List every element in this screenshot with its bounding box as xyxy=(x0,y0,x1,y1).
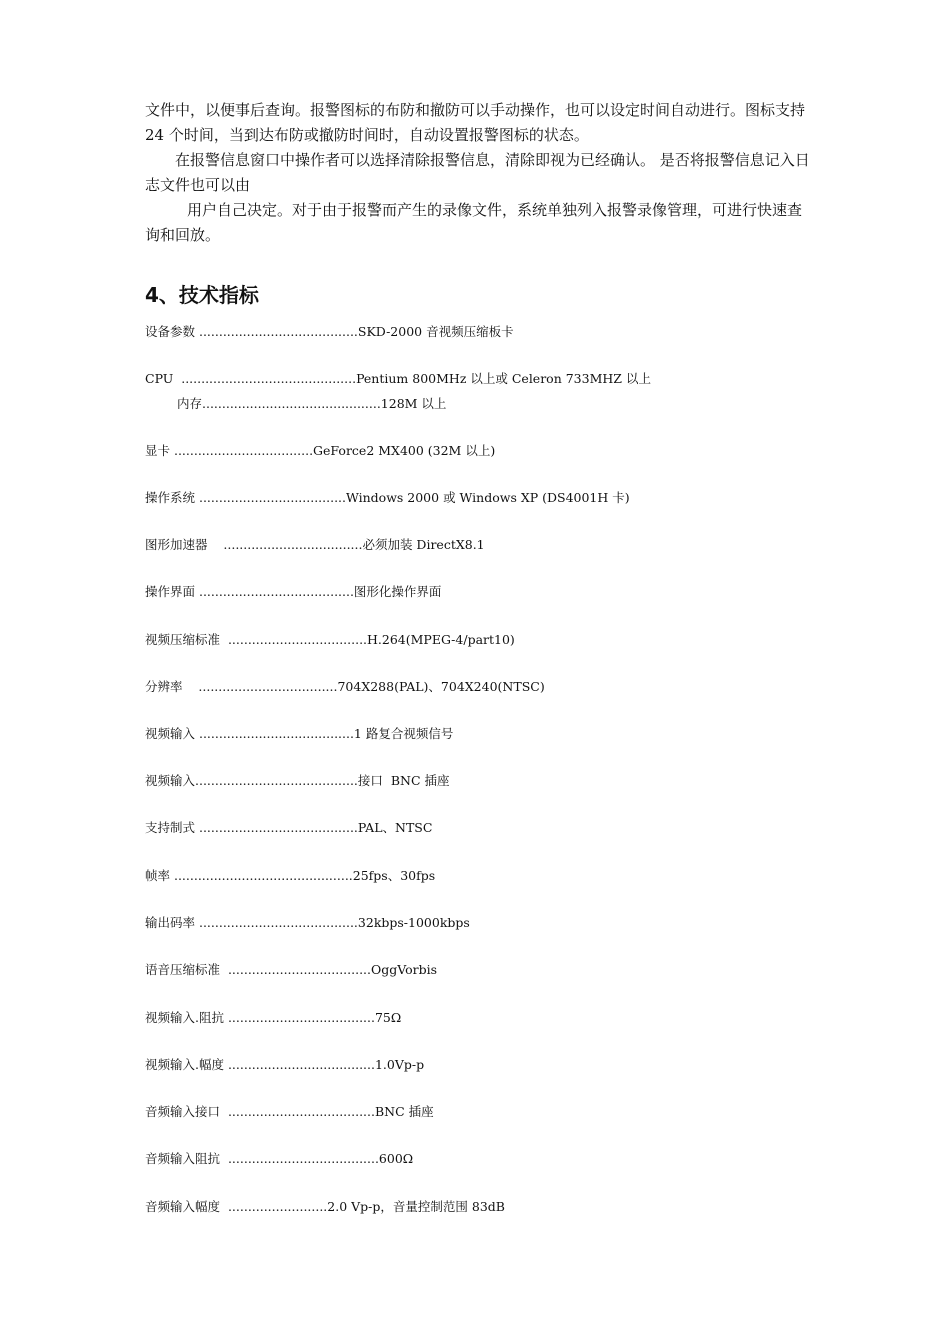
spec-resolution: 分辨率 ...................................704X288(PAL)、704X240(NTSC) xyxy=(145,679,545,694)
section-heading-tech-specs: 4、技术指标 xyxy=(145,283,259,307)
spec-frame-rate: 帧率 .............................................25fps、30fps xyxy=(145,868,436,883)
spec-bitrate: 输出码率 ........................................32kbps-1000kbps xyxy=(145,915,470,930)
spec-video-compression: 视频压缩标准 ...................................H.264(MPEG-4/part10) xyxy=(145,632,515,647)
spec-video-input-port: 视频输入.........................................接口 BNC 插座 xyxy=(145,773,450,788)
spec-audio-impedance: 音频输入阻抗 ......................................600Ω xyxy=(145,1151,414,1166)
spec-graphics-accelerator: 图形加速器 ...................................必须加装 DirectX8.1 xyxy=(145,537,485,552)
spec-device: 设备参数 ........................................SKD-2000 音视频压缩板卡 xyxy=(145,324,514,339)
paragraph-alarm-schedule: 文件中，以便事后查询。报警图标的布防和撤防可以手动操作，也可以设定时间自动进行。图标支持 24 个时间，当到达布防或撤防时间时，自动设置报警图标的状态。 xyxy=(145,101,806,144)
spec-video-amplitude: 视频输入.幅度 .....................................1.0Vp-p xyxy=(145,1057,425,1072)
spec-os: 操作系统 .....................................Windows 2000 或 Windows XP (DS4001H 卡) xyxy=(145,490,630,505)
spec-audio-compression: 语音压缩标准 ....................................OggVorbis xyxy=(145,962,438,977)
spec-standards: 支持制式 ........................................PAL、NTSC xyxy=(145,820,433,835)
spec-video-impedance: 视频输入.阻抗 .....................................75Ω xyxy=(145,1010,402,1025)
spec-cpu: CPU ............................................Pentium 800MHz 以上或 Celeron 733MHZ 以上 xyxy=(145,371,651,386)
spec-memory: 内存.............................................128M 以上 xyxy=(177,396,447,411)
spec-audio-input-port: 音频输入接口 .....................................BNC 插座 xyxy=(145,1104,434,1119)
paragraph-alarm-recording: 用户自己决定。对于由于报警而产生的录像文件，系统单独列入报警录像管理，可进行快速查询和回放。 xyxy=(145,201,803,244)
spec-video-input: 视频输入 .......................................1 路复合视频信号 xyxy=(145,726,454,741)
spec-audio-amplitude: 音频输入幅度 .........................2.0 Vp-p，音量控制范围 83dB xyxy=(145,1199,505,1214)
spec-interface: 操作界面 .......................................图形化操作界面 xyxy=(145,584,442,599)
paragraph-alarm-clear: 在报警信息窗口中操作者可以选择清除报警信息，清除即视为已经确认。 是否将报警信息记入日志文件也可以由 xyxy=(145,151,810,194)
spec-graphics-card: 显卡 ...................................GeForce2 MX400 (32M 以上) xyxy=(145,443,496,458)
